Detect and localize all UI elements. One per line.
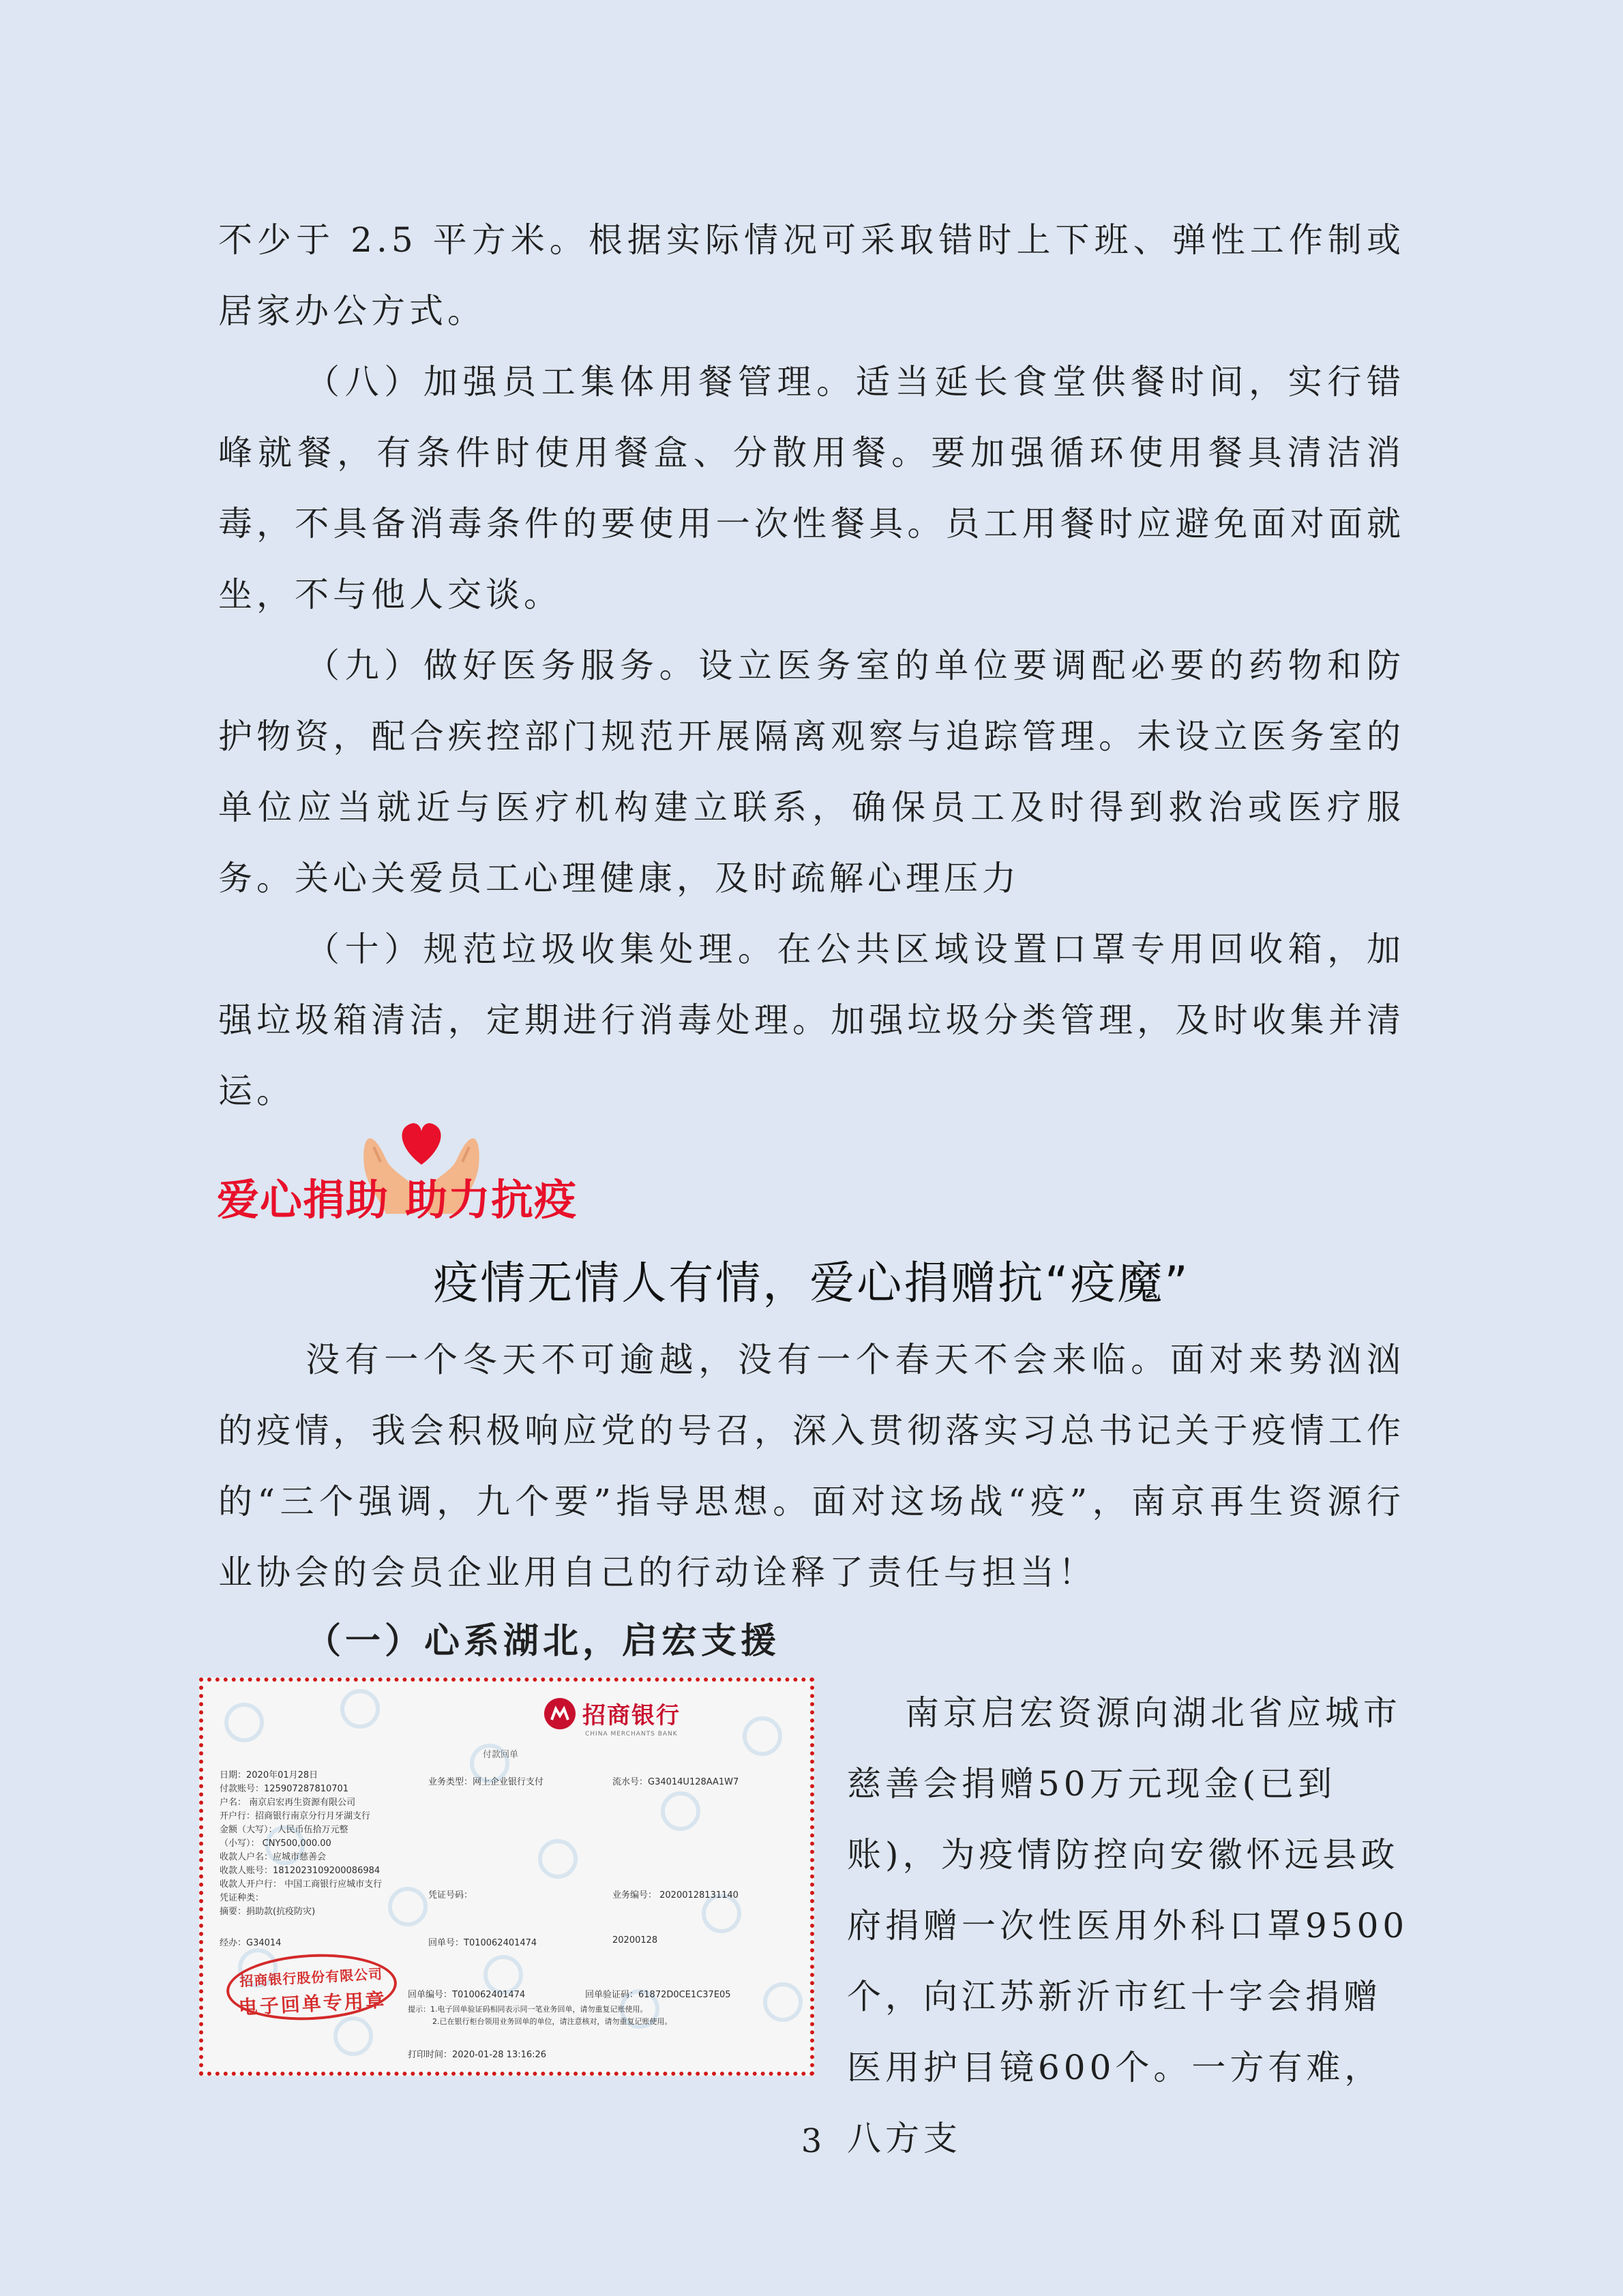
donation-text: 南京启宏资源向湖北省应城市慈善会捐赠50万元现金(已到账)，为疫情防控向安徽怀远县政府捐赠一次性医用外科口罩9500个，向江苏新沂市红十字会捐赠医用护目镜600个。一方有难，八方支 xyxy=(847,1693,1409,2158)
receipt-payee-bank: 收款人开户行： 中国工商银行应城市支行 xyxy=(220,1879,383,1890)
receipt-payer-bank: 开户行：招商银行南京分行月牙湖支行 xyxy=(220,1811,371,1821)
bank-logo-icon xyxy=(544,1698,576,1729)
section-banner-title xyxy=(217,1166,577,1227)
receipt-business-no: 业务编号： 20200128131140 xyxy=(612,1890,739,1900)
stamp-line-2: 电子回单专用章 xyxy=(238,1988,387,2019)
receipt-print-time: 打印时间：2020-01-28 13:16:26 xyxy=(408,2050,547,2060)
banner-part-2: 助力抗疫 xyxy=(405,1175,578,1225)
receipt-receipt-no: 回单号：T010062401474 xyxy=(428,1938,537,1948)
receipt-voucher-no: 凭证号码： xyxy=(428,1890,473,1900)
receipt-payee-account: 收款人账号：1812023109200086984 xyxy=(220,1866,381,1876)
receipt-handler: 经办：G34014 xyxy=(220,1938,282,1948)
subheading: （一）心系湖北，启宏支援 xyxy=(306,1620,781,1662)
receipt-verify-code: 回单验证码：61872D0CE1C37E05 xyxy=(585,1990,731,2000)
page-number: 3 xyxy=(801,2122,822,2160)
receipt-business-type: 业务类型：网上企业银行支付 xyxy=(428,1777,544,1787)
paragraph-10: （十）规范垃圾收集处理。在公共区域设置口罩专用回收箱，加强垃圾箱清洁，定期进行消毒处理。加强垃圾分类管理，及时收集并清运。 xyxy=(218,929,1405,1111)
stamp-line-1: 招商银行股份有限公司 xyxy=(239,1965,383,1990)
bank-name-en: CHINA MERCHANTS BANK xyxy=(585,1731,678,1738)
receipt-payer-name: 户名： 南京启宏再生资源有限公司 xyxy=(220,1798,356,1808)
receipt-serial-no: 流水号：G34014U128AA1W7 xyxy=(612,1777,739,1787)
receipt-receipt-no-2: 回单编号：T010062401474 xyxy=(408,1990,526,2000)
receipt-payee-name: 收款人户名：应城市慈善会 xyxy=(220,1852,327,1862)
receipt-payer-account: 付款账号：125907287810701 xyxy=(220,1784,349,1794)
receipt-note-2: 2.已在银行柜台领用业务回单的单位，请注意核对，请勿重复记账使用。 xyxy=(432,2017,672,2026)
receipt-receipt-date: 20200128 xyxy=(612,1935,658,1945)
section-banner xyxy=(217,1112,640,1227)
donation-description xyxy=(847,1678,1413,2174)
paragraph-9: （九）做好医务服务。设立医务室的单位要调配必要的药物和防护物资，配合疾控部门规范开展隔离观察与追踪管理。未设立医务室的单位应当就近与医疗机构建立联系，确保员工及时得到救治或医疗服务。关心关爱员工心理健康，及时疏解心理压力 xyxy=(218,646,1405,898)
receipt-date: 日期：2020年01月28日 xyxy=(220,1770,318,1780)
banner-part-1: 爱心捐助 xyxy=(217,1175,389,1225)
receipt-note-1: 提示：1.电子回单验证码相同表示同一笔业务回单，请勿重复记账使用。 xyxy=(408,2005,648,2014)
bank-logo xyxy=(544,1697,681,1730)
bank-name: 招商银行 xyxy=(582,1702,681,1729)
receipt-voucher-type: 凭证种类： xyxy=(220,1893,265,1903)
receipt-amount-upper: 金额（大写）：人民币伍拾万元整 xyxy=(220,1825,348,1835)
receipt-purpose: 摘要：捐助款(抗疫防灾) xyxy=(220,1907,316,1917)
receipt-doc-title: 付款回单 xyxy=(483,1750,519,1760)
payment-receipt-image xyxy=(199,1678,814,2076)
receipt-amount-lower: （小写）： CNY500,000.00 xyxy=(220,1838,331,1849)
paragraph-8: （八）加强员工集体用餐管理。适当延长食堂供餐时间，实行错峰就餐，有条件时使用餐盒、分散用餐。要加强循环使用餐具清洁消毒，不具备消毒条件的要使用一次性餐具。员工用餐时应避免面对面就坐，不与他人交谈。 xyxy=(218,362,1405,614)
article-title: 疫情无情人有情，爱心捐赠抗“疫魔” xyxy=(433,1257,1190,1309)
article-intro: 没有一个冬天不可逾越，没有一个春天不会来临。面对来势汹汹的疫情，我会积极响应党的号召，深入贯彻落实习总书记关于疫情工作的“三个强调，九个要”指导思想。面对这场战“疫”，南京再生资源行业协会的会员企业用自己的行动诠释了责任与担当！ xyxy=(218,1340,1405,1592)
paragraph-continuation: 不少于 2.5 平方米。根据实际情况可采取错时上下班、弹性工作制或居家办公方式。 xyxy=(218,220,1405,331)
